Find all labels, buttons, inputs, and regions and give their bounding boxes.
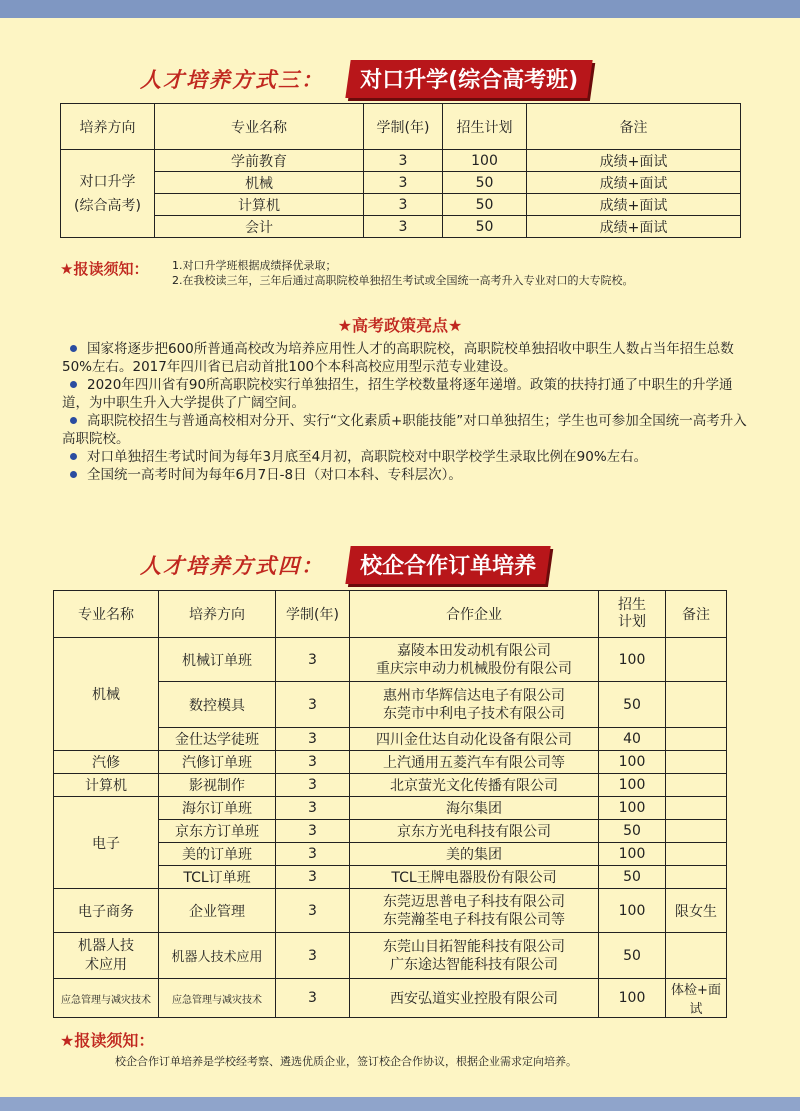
table-row: 电子 海尔订单班 3 海尔集团 100 — [54, 797, 727, 820]
policy-item: 国家将逐步把600所普通高校改为培养应用性人才的高职院校，高职院校单独招收中职生人数占当年招生总数50%左右。2017年四川省已启动首批100个本科高校应用型示范专业建设。 — [62, 341, 734, 375]
header-cell: 招生计划 — [443, 104, 527, 150]
table-row: 电子商务 企业管理 3 东莞迈思普电子科技有限公司 东莞瀚荃电子科技有限公司等 100 限女生 — [54, 889, 727, 933]
notice-label: ★报读须知： — [60, 260, 149, 278]
section3-banner: 对口升学(综合高考班) — [345, 60, 592, 98]
table-row: 对口升学 (综合高考) 学前教育 3 100 成绩+面试 — [61, 150, 741, 172]
policy-item: 全国统一高考时间为每年6月7日-8日（对口本科、专科层次）。 — [62, 466, 752, 484]
policy-item: 对口单独招生考试时间为每年3月底至4月初，高职院校对中职学校学生录取比例在90%左右。 — [62, 448, 752, 466]
header-cell: 专业名称 — [155, 104, 364, 150]
section3-script-title: 人才培养方式三： — [140, 67, 324, 92]
section3-title — [140, 60, 590, 98]
header-cell: 培养方向 — [61, 104, 155, 150]
table-row: TCL订单班 3 TCL王牌电器股份有限公司 50 — [54, 866, 727, 889]
notice-label: ★报读须知： — [60, 1031, 155, 1050]
table-header-row: 专业名称 培养方向 学制(年) 合作企业 招生 计划 备注 — [54, 591, 727, 638]
policy-item: 2020年四川省有90所高职院校实行单独招生，招生学校数量将逐年递增。政策的扶持打通了中职生的升学通道，为中职生升入大学提供了广阔空间。 — [62, 377, 733, 411]
table-row: 计算机 影视制作 3 北京萤光文化传播有限公司 100 — [54, 774, 727, 797]
bullet-icon — [70, 471, 77, 478]
bullet-icon — [70, 453, 77, 460]
section4-title — [140, 546, 548, 584]
table-row: 金仕达学徒班 3 四川金仕达自动化设备有限公司 40 — [54, 728, 727, 751]
section4-banner: 校企合作订单培养 — [345, 546, 550, 584]
bullet-icon — [70, 345, 77, 352]
table-header-row — [61, 104, 741, 150]
table-row: 机械 3 50 成绩+面试 — [61, 172, 741, 194]
table-row: 会计 3 50 成绩+面试 — [61, 216, 741, 238]
policy-title: ★高考政策亮点★ — [337, 316, 463, 335]
table-row: 数控模具 3 惠州市华辉信达电子有限公司 东莞市中利电子技术有限公司 50 — [54, 682, 727, 728]
bullet-icon — [70, 381, 77, 388]
header-cell: 学制(年) — [364, 104, 443, 150]
table-row: 美的订单班 3 美的集团 100 — [54, 843, 727, 866]
section4-table — [53, 590, 727, 1018]
table-row: 汽修 汽修订单班 3 上汽通用五菱汽车有限公司等 100 — [54, 751, 727, 774]
direction-cell: 对口升学 (综合高考) — [61, 150, 155, 238]
table-row: 机器人技 术应用 机器人技术应用 3 东莞山目拓智能科技有限公司 广东途达智能科技有限公司 50 — [54, 933, 727, 979]
policy-item: 高职院校招生与普通高校相对分开、实行“文化素质+职能技能”对口单独招生；学生也可参加全国统一高考升入高职院校。 — [62, 413, 747, 447]
section3-table — [60, 103, 741, 238]
top-color-bar — [0, 0, 800, 18]
table-row: 应急管理与减灾技术 应急管理与减灾技术 3 西安弘道实业控股有限公司 100 体检+面试 — [54, 979, 727, 1018]
section4-script-title: 人才培养方式四： — [140, 553, 324, 578]
policy-list — [62, 340, 752, 484]
notice-1: ★报读须知： 1.对口升学班根据成绩择优录取； 2.在我校读三年，三年后通过高职院校单独招生考试或全国统一高考升入专业对口的大专院校。 — [60, 259, 634, 287]
notice-2 — [60, 1028, 577, 1069]
table-row: 机械 机械订单班 3 嘉陵本田发动机有限公司 重庆宗申动力机械股份有限公司 100 — [54, 638, 727, 682]
bottom-color-bar — [0, 1097, 800, 1111]
table-row: 京东方订单班 3 京东方光电科技有限公司 50 — [54, 820, 727, 843]
notice-text: 校企合作订单培养是学校经考察、遴选优质企业，签订校企合作协议，根据企业需求定向培养。 — [115, 1055, 577, 1068]
header-cell: 备注 — [527, 104, 741, 150]
table-row: 计算机 3 50 成绩+面试 — [61, 194, 741, 216]
bullet-icon — [70, 417, 77, 424]
